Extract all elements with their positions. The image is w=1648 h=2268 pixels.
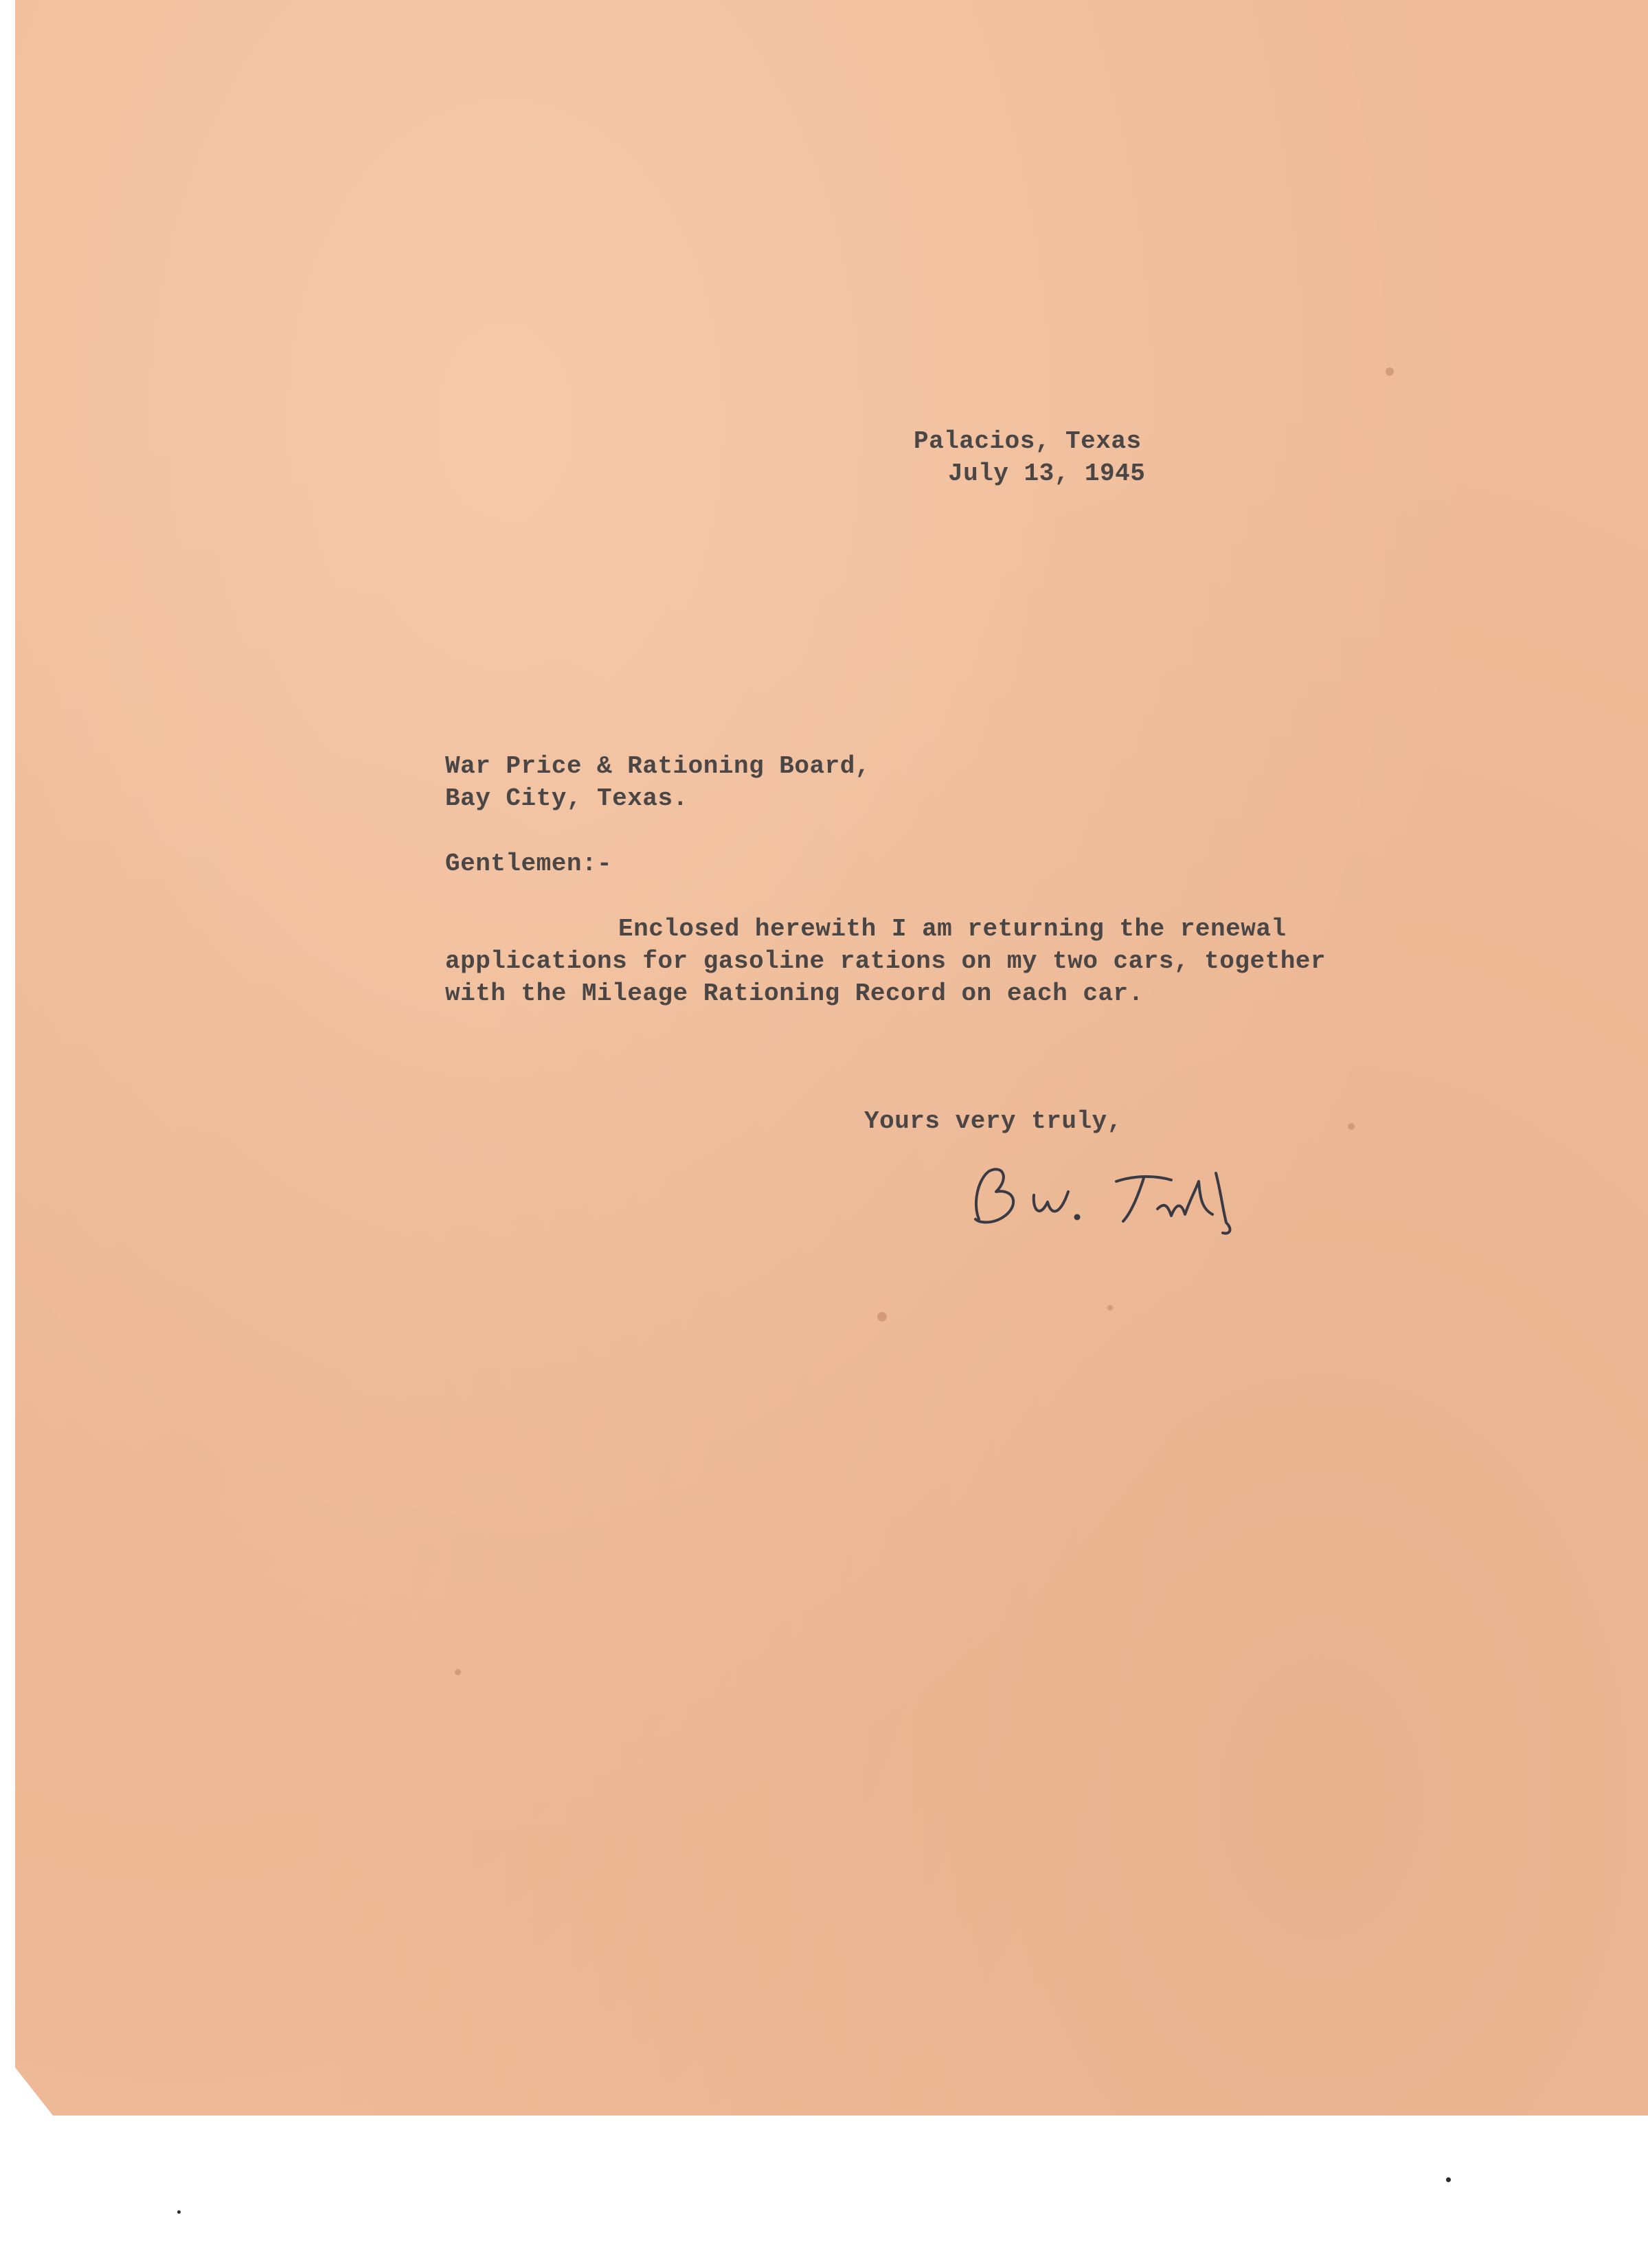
paper-speck xyxy=(455,1669,461,1675)
recipient-line-2: Bay City, Texas. xyxy=(445,784,688,813)
body-line-2: applications for gasoline rations on my two cars, together xyxy=(445,947,1327,975)
handwritten-signature xyxy=(951,1154,1267,1243)
scan-dot xyxy=(1446,2177,1451,2182)
scan-dot xyxy=(177,2210,181,2214)
paper-speck xyxy=(1107,1305,1113,1311)
paper-speck xyxy=(1348,1123,1355,1130)
paper-speck xyxy=(877,1312,887,1322)
closing: Yours very truly, xyxy=(864,1107,1122,1135)
letter-sheet xyxy=(15,0,1648,2116)
recipient-line-1: War Price & Rationing Board, xyxy=(445,752,870,780)
letter-place: Palacios, Texas xyxy=(914,427,1142,455)
body-line-1: Enclosed herewith I am returning the renewal xyxy=(618,915,1287,943)
letter-date: July 13, 1945 xyxy=(948,460,1146,488)
paper-speck xyxy=(1386,367,1394,376)
salutation: Gentlemen:- xyxy=(445,850,613,878)
body-line-3: with the Mileage Rationing Record on each car. xyxy=(445,979,1144,1008)
